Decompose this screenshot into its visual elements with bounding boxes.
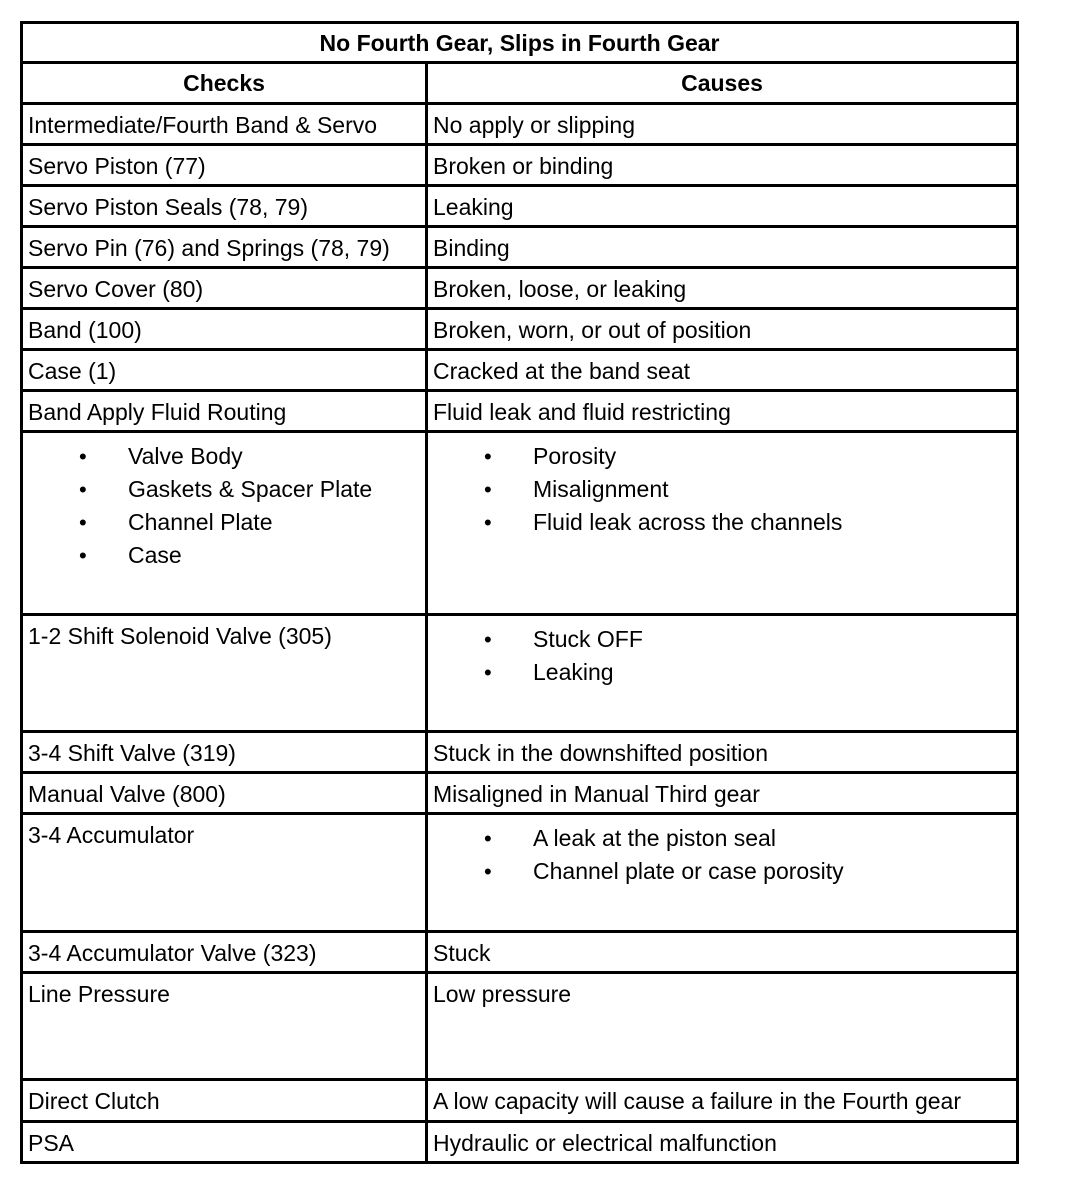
cause-cell: Leaking [427,186,1018,227]
list-item: • A leak at the piston seal [433,822,1011,855]
check-cell: Direct Clutch [22,1080,427,1122]
check-cell: Case (1) [22,350,427,391]
table-row [22,309,1018,350]
table-title-row [22,23,1018,63]
table-row [22,615,1018,732]
cause-cell: Stuck in the downshifted position [427,732,1018,773]
table-row [22,432,1018,615]
table-row [22,145,1018,186]
check-cell: 3-4 Accumulator Valve (323) [22,932,427,973]
check-cell: Intermediate/Fourth Band & Servo [22,104,427,145]
list-item: • Misalignment [433,473,1011,506]
checks-header: Checks [22,63,427,104]
table-title: No Fourth Gear, Slips in Fourth Gear [22,23,1018,63]
cause-cell: Broken, worn, or out of position [427,309,1018,350]
check-cell [22,432,427,615]
table-row [22,732,1018,773]
check-cell: 1-2 Shift Solenoid Valve (305) [22,615,427,732]
table-row [22,1122,1018,1163]
cause-cell: Cracked at the band seat [427,350,1018,391]
diagnosis-table [20,21,1019,1164]
cause-cell: Hydraulic or electrical malfunction [427,1122,1018,1163]
check-cell: PSA [22,1122,427,1163]
list-item: • Fluid leak across the channels [433,506,1011,539]
cause-cell [427,814,1018,932]
cause-cell: No apply or slipping [427,104,1018,145]
table-row [22,268,1018,309]
table-row [22,186,1018,227]
cause-bullet-list [433,623,1011,689]
check-cell: Band Apply Fluid Routing [22,391,427,432]
list-item: • Case [28,539,420,572]
table-row [22,391,1018,432]
table-header-row [22,63,1018,104]
cause-cell: Low pressure [427,973,1018,1080]
check-cell: Servo Cover (80) [22,268,427,309]
cause-bullet-list [433,822,1011,888]
check-cell: Servo Piston (77) [22,145,427,186]
cause-cell: A low capacity will cause a failure in the Fourth gear [427,1080,1018,1122]
check-cell: Servo Pin (76) and Springs (78, 79) [22,227,427,268]
cause-cell: Misaligned in Manual Third gear [427,773,1018,814]
cause-cell: Fluid leak and fluid restricting [427,391,1018,432]
table-row [22,350,1018,391]
list-item: • Channel Plate [28,506,420,539]
cause-cell: Binding [427,227,1018,268]
check-cell: Line Pressure [22,973,427,1080]
cause-cell: Stuck [427,932,1018,973]
causes-header: Causes [427,63,1018,104]
check-cell: Servo Piston Seals (78, 79) [22,186,427,227]
list-item: • Stuck OFF [433,623,1011,656]
list-item: • Gaskets & Spacer Plate [28,473,420,506]
cause-cell: Broken or binding [427,145,1018,186]
list-item: • Porosity [433,440,1011,473]
cause-cell [427,615,1018,732]
check-cell: 3-4 Shift Valve (319) [22,732,427,773]
cause-cell: Broken, loose, or leaking [427,268,1018,309]
table-row [22,973,1018,1080]
check-bullet-list [28,440,420,572]
table-row [22,773,1018,814]
check-cell: 3-4 Accumulator [22,814,427,932]
list-item: • Valve Body [28,440,420,473]
table-row [22,227,1018,268]
list-item: • Leaking [433,656,1011,689]
table-row [22,932,1018,973]
cause-bullet-list [433,440,1011,539]
check-cell: Band (100) [22,309,427,350]
check-cell: Manual Valve (800) [22,773,427,814]
cause-cell [427,432,1018,615]
table-row [22,814,1018,932]
table-row [22,1080,1018,1122]
table-row [22,104,1018,145]
list-item: • Channel plate or case porosity [433,855,1011,888]
